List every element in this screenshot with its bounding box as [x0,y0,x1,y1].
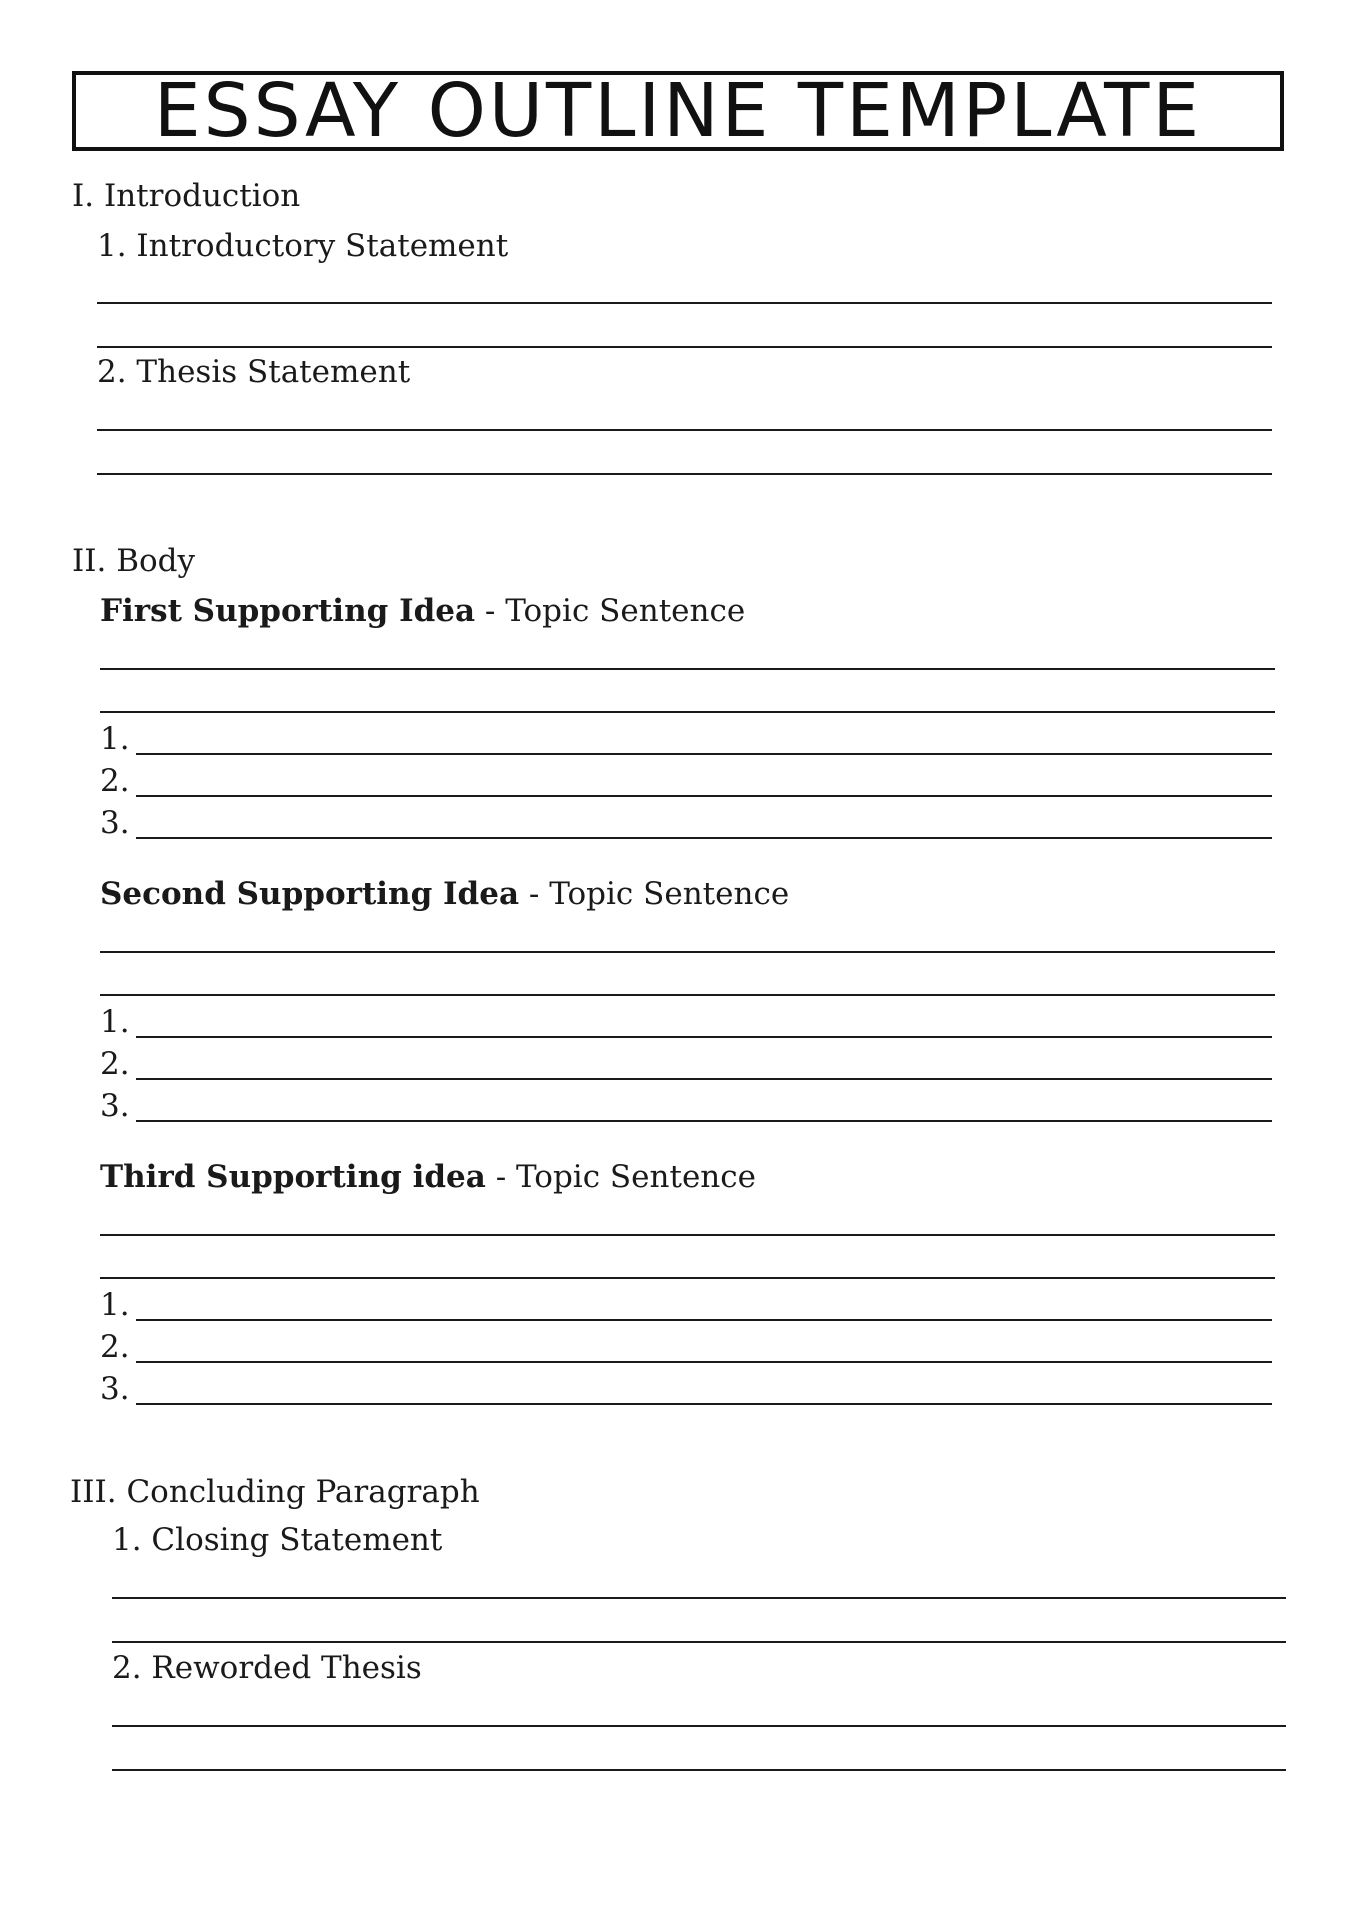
reworded-thesis-line-1[interactable] [112,1725,1286,1727]
second-supporting-idea-suffix: - Topic Sentence [519,876,790,912]
third-idea-topic-line-2[interactable] [100,1277,1275,1279]
introductory-statement-label: 1. Introductory Statement [97,228,509,264]
reworded-thesis-label: 2. Reworded Thesis [112,1650,422,1686]
second-idea-point-number-2: 2. [100,1046,130,1082]
third-idea-point-number-1: 1. [100,1287,130,1323]
first-idea-point-line-3[interactable] [136,837,1272,839]
second-idea-topic-line-1[interactable] [100,951,1275,953]
first-idea-topic-line-2[interactable] [100,711,1275,713]
thesis-statement-line-2[interactable] [97,473,1272,475]
first-idea-point-line-2[interactable] [136,795,1272,797]
second-supporting-idea-title: Second Supporting Idea [100,876,520,912]
page-title: ESSAY OUTLINE TEMPLATE [153,68,1203,154]
third-supporting-idea-title: Third Supporting idea [100,1159,486,1195]
thesis-statement-line-1[interactable] [97,429,1272,431]
first-idea-point-line-1[interactable] [136,753,1272,755]
third-idea-point-line-3[interactable] [136,1403,1272,1405]
third-idea-point-number-3: 3. [100,1371,130,1407]
second-supporting-idea-label [100,876,789,912]
third-supporting-idea-suffix: - Topic Sentence [485,1159,756,1195]
second-idea-point-number-3: 3. [100,1088,130,1124]
third-idea-topic-line-1[interactable] [100,1234,1275,1236]
first-supporting-idea-suffix: - Topic Sentence [475,593,746,629]
introductory-statement-line-1[interactable] [97,302,1272,304]
second-idea-point-line-2[interactable] [136,1078,1272,1080]
third-idea-point-line-2[interactable] [136,1361,1272,1363]
second-idea-point-number-1: 1. [100,1004,130,1040]
section-heading-body: II. Body [72,543,196,579]
first-idea-point-number-3: 3. [100,805,130,841]
thesis-statement-label: 2. Thesis Statement [97,354,411,390]
section-heading-conclusion: III. Concluding Paragraph [70,1474,480,1510]
second-idea-point-line-1[interactable] [136,1036,1272,1038]
first-supporting-idea-label [100,593,745,629]
introductory-statement-line-2[interactable] [97,346,1272,348]
closing-statement-label: 1. Closing Statement [112,1522,443,1558]
first-idea-point-number-1: 1. [100,721,130,757]
reworded-thesis-line-2[interactable] [112,1769,1286,1771]
title-box [72,68,1284,154]
first-idea-topic-line-1[interactable] [100,668,1275,670]
closing-statement-line-1[interactable] [112,1597,1286,1599]
third-idea-point-line-1[interactable] [136,1319,1272,1321]
third-supporting-idea-label [100,1159,756,1195]
second-idea-topic-line-2[interactable] [100,994,1275,996]
first-supporting-idea-title: First Supporting Idea [100,593,476,629]
closing-statement-line-2[interactable] [112,1641,1286,1643]
section-heading-introduction: I. Introduction [72,178,301,214]
second-idea-point-line-3[interactable] [136,1120,1272,1122]
first-idea-point-number-2: 2. [100,763,130,799]
third-idea-point-number-2: 2. [100,1329,130,1365]
